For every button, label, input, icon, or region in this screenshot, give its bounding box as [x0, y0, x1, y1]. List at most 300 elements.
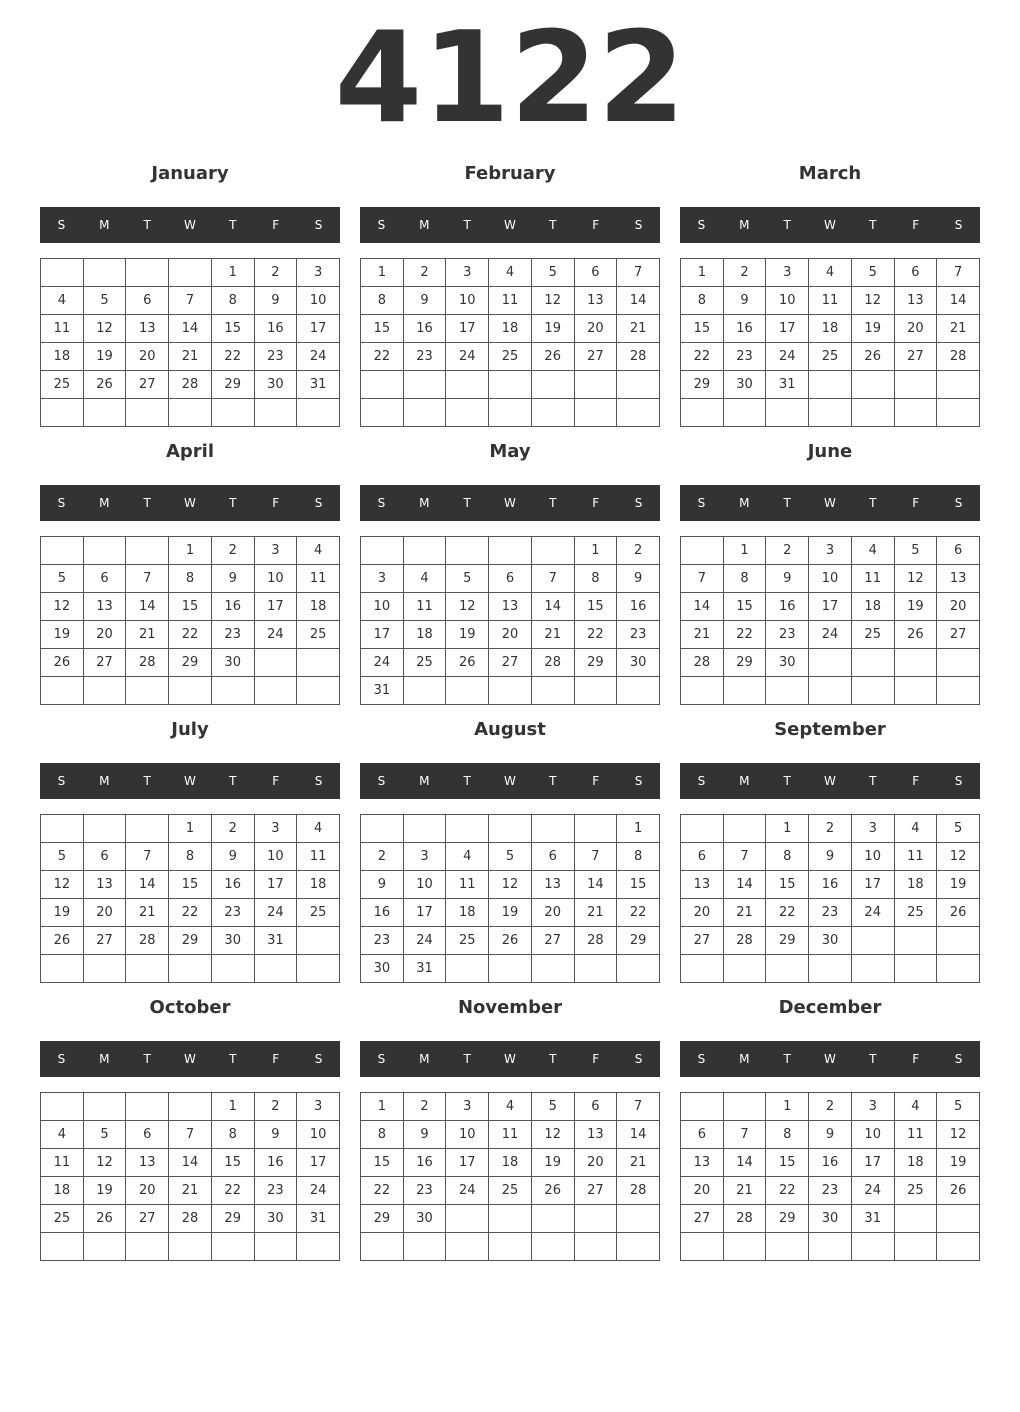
weekday-label: S	[954, 218, 963, 232]
day-cell: 27	[575, 343, 618, 371]
day-cell: 16	[361, 899, 404, 927]
day-cell: 18	[895, 1149, 938, 1177]
day-cell: 4	[446, 843, 489, 871]
weekday-label: S	[697, 1052, 706, 1066]
weekday-label: F	[592, 1052, 600, 1066]
month-name: December	[778, 997, 882, 1018]
empty-day-cell	[895, 955, 938, 983]
day-cell: 15	[575, 593, 618, 621]
empty-day-cell	[766, 1233, 809, 1261]
day-cell: 18	[489, 1149, 532, 1177]
day-cell: 25	[895, 1177, 938, 1205]
empty-day-cell	[361, 537, 404, 565]
day-cell: 16	[404, 315, 447, 343]
empty-day-cell	[532, 371, 575, 399]
day-cell: 25	[404, 649, 447, 677]
empty-day-cell	[446, 1233, 489, 1261]
day-cell: 20	[126, 343, 169, 371]
day-cell: 22	[681, 343, 724, 371]
day-cell: 26	[84, 371, 127, 399]
day-cell: 4	[852, 537, 895, 565]
day-cell: 8	[575, 565, 618, 593]
day-cell: 13	[489, 593, 532, 621]
empty-day-cell	[575, 955, 618, 983]
month-november	[360, 990, 660, 1268]
day-cell: 6	[489, 565, 532, 593]
day-cell: 26	[852, 343, 895, 371]
empty-day-cell	[681, 1093, 724, 1121]
day-cell: 19	[446, 621, 489, 649]
day-cell: 22	[169, 899, 212, 927]
day-cell: 19	[937, 871, 980, 899]
day-cell: 2	[361, 843, 404, 871]
day-cell: 31	[297, 371, 340, 399]
empty-day-cell	[446, 537, 489, 565]
day-cell: 25	[852, 621, 895, 649]
day-cell: 18	[297, 593, 340, 621]
empty-day-cell	[489, 1233, 532, 1261]
day-cell: 2	[212, 815, 255, 843]
day-cell: 19	[489, 899, 532, 927]
day-cell: 25	[809, 343, 852, 371]
day-cell: 24	[852, 899, 895, 927]
empty-day-cell	[895, 1233, 938, 1261]
month-name: August	[474, 719, 546, 740]
weekday-label: M	[419, 1052, 430, 1066]
day-cell: 25	[297, 899, 340, 927]
empty-day-cell	[297, 677, 340, 705]
weekday-label: F	[592, 218, 600, 232]
day-cell: 1	[361, 1093, 404, 1121]
empty-day-cell	[895, 649, 938, 677]
empty-day-cell	[766, 677, 809, 705]
day-cell: 4	[895, 1093, 938, 1121]
day-cell: 21	[724, 899, 767, 927]
day-cell: 28	[575, 927, 618, 955]
day-cell: 17	[297, 315, 340, 343]
day-cell: 22	[575, 621, 618, 649]
day-cell: 22	[212, 343, 255, 371]
empty-day-cell	[895, 677, 938, 705]
empty-day-cell	[532, 1233, 575, 1261]
day-cell: 1	[724, 537, 767, 565]
empty-day-cell	[809, 399, 852, 427]
day-cell: 2	[255, 259, 298, 287]
day-cell: 2	[766, 537, 809, 565]
empty-day-cell	[532, 815, 575, 843]
day-cell: 2	[809, 815, 852, 843]
weekday-label: M	[739, 1052, 750, 1066]
empty-day-cell	[126, 259, 169, 287]
day-cell: 8	[361, 287, 404, 315]
day-cell: 11	[404, 593, 447, 621]
day-cell: 7	[937, 259, 980, 287]
day-cell: 13	[575, 287, 618, 315]
weekday-label: W	[184, 774, 196, 788]
day-cell: 14	[681, 593, 724, 621]
empty-day-cell	[681, 1233, 724, 1261]
day-cell: 26	[41, 649, 84, 677]
empty-day-cell	[84, 259, 127, 287]
day-cell: 1	[169, 815, 212, 843]
empty-day-cell	[532, 1205, 575, 1233]
empty-day-cell	[255, 649, 298, 677]
empty-day-cell	[937, 399, 980, 427]
day-cell: 29	[575, 649, 618, 677]
day-cell: 6	[681, 843, 724, 871]
empty-day-cell	[681, 955, 724, 983]
weekday-label: F	[272, 1052, 280, 1066]
empty-day-cell	[84, 537, 127, 565]
weekday-label: F	[912, 1052, 920, 1066]
day-cell: 24	[297, 1177, 340, 1205]
month-name: April	[165, 441, 215, 462]
weekday-label: W	[184, 218, 196, 232]
day-cell: 30	[724, 371, 767, 399]
month-april	[40, 434, 340, 712]
day-cell: 24	[809, 621, 852, 649]
empty-day-cell	[489, 537, 532, 565]
empty-day-cell	[937, 677, 980, 705]
weekday-label: S	[57, 1052, 66, 1066]
day-cell: 31	[297, 1205, 340, 1233]
day-cell: 1	[361, 259, 404, 287]
day-cell: 16	[766, 593, 809, 621]
day-cell: 12	[937, 1121, 980, 1149]
day-cell: 15	[169, 593, 212, 621]
day-cell: 8	[212, 1121, 255, 1149]
day-cell: 24	[361, 649, 404, 677]
empty-day-cell	[852, 677, 895, 705]
day-cell: 15	[361, 315, 404, 343]
day-cell: 11	[297, 565, 340, 593]
day-cell: 26	[937, 1177, 980, 1205]
day-cell: 7	[169, 287, 212, 315]
weekday-label: S	[954, 774, 963, 788]
weekday-header	[680, 485, 980, 521]
day-cell: 28	[617, 1177, 660, 1205]
day-cell: 13	[84, 871, 127, 899]
day-cell: 6	[575, 1093, 618, 1121]
weekday-label: T	[463, 496, 471, 510]
day-cell: 25	[489, 1177, 532, 1205]
day-cell: 3	[766, 259, 809, 287]
empty-day-cell	[617, 1233, 660, 1261]
day-cell: 9	[361, 871, 404, 899]
month-name: May	[489, 441, 531, 462]
day-cell: 4	[297, 537, 340, 565]
empty-day-cell	[575, 815, 618, 843]
day-cell: 10	[852, 1121, 895, 1149]
day-cell: 24	[255, 899, 298, 927]
day-cell: 27	[84, 927, 127, 955]
day-cell: 10	[404, 871, 447, 899]
empty-day-cell	[297, 955, 340, 983]
weekday-header	[360, 485, 660, 521]
day-cell: 29	[681, 371, 724, 399]
day-cell: 17	[404, 899, 447, 927]
day-cell: 31	[766, 371, 809, 399]
weekday-label: S	[634, 496, 643, 510]
weekday-label: T	[869, 1052, 877, 1066]
day-cell: 20	[575, 315, 618, 343]
empty-day-cell	[809, 1233, 852, 1261]
day-cell: 4	[489, 1093, 532, 1121]
weekday-header	[40, 485, 340, 521]
day-cell: 6	[84, 565, 127, 593]
day-cell: 11	[41, 315, 84, 343]
empty-day-cell	[169, 1233, 212, 1261]
day-cell: 29	[169, 649, 212, 677]
empty-day-cell	[126, 1093, 169, 1121]
weekday-label: S	[377, 774, 386, 788]
day-cell: 5	[84, 287, 127, 315]
day-cell: 9	[724, 287, 767, 315]
day-cell: 18	[41, 1177, 84, 1205]
day-cell: 17	[361, 621, 404, 649]
weekday-label: W	[504, 774, 516, 788]
day-cell: 25	[446, 927, 489, 955]
day-cell: 27	[895, 343, 938, 371]
weekday-header	[680, 763, 980, 799]
day-cell: 10	[852, 843, 895, 871]
empty-day-cell	[681, 815, 724, 843]
empty-day-cell	[446, 815, 489, 843]
day-cell: 4	[404, 565, 447, 593]
weekday-label: T	[549, 1052, 557, 1066]
day-cell: 8	[361, 1121, 404, 1149]
empty-day-cell	[446, 1205, 489, 1233]
day-cell: 20	[681, 1177, 724, 1205]
day-cell: 27	[532, 927, 575, 955]
day-cell: 23	[617, 621, 660, 649]
day-cell: 15	[169, 871, 212, 899]
day-cell: 1	[212, 259, 255, 287]
empty-day-cell	[446, 677, 489, 705]
day-cell: 22	[361, 1177, 404, 1205]
day-cell: 26	[489, 927, 532, 955]
day-cell: 24	[255, 621, 298, 649]
day-cell: 23	[724, 343, 767, 371]
empty-day-cell	[41, 1233, 84, 1261]
empty-day-cell	[532, 399, 575, 427]
empty-day-cell	[489, 1205, 532, 1233]
day-cell: 13	[575, 1121, 618, 1149]
day-cell: 14	[617, 287, 660, 315]
day-cell: 16	[809, 1149, 852, 1177]
day-cell: 20	[489, 621, 532, 649]
day-cell: 10	[766, 287, 809, 315]
day-cell: 17	[446, 315, 489, 343]
empty-day-cell	[617, 371, 660, 399]
day-cell: 29	[766, 1205, 809, 1233]
day-cell: 7	[126, 843, 169, 871]
day-cell: 12	[532, 287, 575, 315]
day-cell: 30	[212, 927, 255, 955]
day-cell: 11	[41, 1149, 84, 1177]
weekday-label: M	[419, 774, 430, 788]
weekday-label: T	[229, 774, 237, 788]
weekday-label: S	[314, 218, 323, 232]
day-cell: 27	[937, 621, 980, 649]
empty-day-cell	[297, 399, 340, 427]
day-cell: 4	[41, 1121, 84, 1149]
empty-day-cell	[575, 1233, 618, 1261]
day-cell: 2	[617, 537, 660, 565]
month-february	[360, 156, 660, 434]
month-may	[360, 434, 660, 712]
empty-day-cell	[41, 399, 84, 427]
day-cell: 25	[297, 621, 340, 649]
month-name: November	[457, 997, 563, 1018]
weekday-label: S	[954, 496, 963, 510]
weekday-label: M	[419, 496, 430, 510]
empty-day-cell	[681, 677, 724, 705]
empty-day-cell	[84, 677, 127, 705]
day-cell: 19	[41, 621, 84, 649]
empty-day-cell	[489, 677, 532, 705]
empty-day-cell	[41, 815, 84, 843]
day-cell: 14	[575, 871, 618, 899]
weekday-label: S	[634, 774, 643, 788]
day-cell: 31	[852, 1205, 895, 1233]
day-cell: 29	[766, 927, 809, 955]
day-cell: 7	[724, 1121, 767, 1149]
empty-day-cell	[255, 399, 298, 427]
empty-day-cell	[532, 677, 575, 705]
weekday-label: W	[824, 774, 836, 788]
day-cell: 18	[895, 871, 938, 899]
empty-day-cell	[937, 649, 980, 677]
empty-day-cell	[126, 537, 169, 565]
day-cell: 29	[361, 1205, 404, 1233]
weekday-label: S	[377, 1052, 386, 1066]
empty-day-cell	[681, 399, 724, 427]
day-cell: 11	[489, 1121, 532, 1149]
day-cell: 14	[937, 287, 980, 315]
day-cell: 7	[126, 565, 169, 593]
day-cell: 19	[84, 343, 127, 371]
empty-day-cell	[126, 399, 169, 427]
day-cell: 5	[937, 1093, 980, 1121]
empty-day-cell	[852, 399, 895, 427]
empty-day-cell	[255, 955, 298, 983]
day-cell: 4	[41, 287, 84, 315]
empty-day-cell	[41, 955, 84, 983]
weekday-label: S	[697, 496, 706, 510]
day-cell: 9	[255, 1121, 298, 1149]
day-cell: 7	[617, 259, 660, 287]
month-name: March	[798, 163, 862, 184]
day-cell: 9	[766, 565, 809, 593]
empty-day-cell	[852, 927, 895, 955]
day-cell: 2	[404, 259, 447, 287]
day-cell: 16	[255, 1149, 298, 1177]
day-cell: 28	[126, 927, 169, 955]
day-cell: 28	[617, 343, 660, 371]
day-cell: 12	[532, 1121, 575, 1149]
day-cell: 5	[852, 259, 895, 287]
day-cell: 20	[681, 899, 724, 927]
day-cell: 9	[212, 843, 255, 871]
day-cell: 6	[126, 1121, 169, 1149]
weekday-label: S	[57, 496, 66, 510]
weekday-label: T	[869, 774, 877, 788]
day-cell: 18	[852, 593, 895, 621]
day-cell: 27	[681, 1205, 724, 1233]
day-cell: 21	[681, 621, 724, 649]
day-cell: 18	[809, 315, 852, 343]
empty-day-cell	[446, 371, 489, 399]
weekday-label: F	[592, 774, 600, 788]
day-cell: 26	[84, 1205, 127, 1233]
weekday-label: W	[184, 496, 196, 510]
day-cell: 15	[212, 315, 255, 343]
day-cell: 2	[212, 537, 255, 565]
day-cell: 6	[937, 537, 980, 565]
weekday-label: M	[99, 1052, 110, 1066]
day-cell: 30	[809, 1205, 852, 1233]
weekday-label: S	[634, 218, 643, 232]
empty-day-cell	[297, 649, 340, 677]
day-cell: 9	[617, 565, 660, 593]
weekday-label: F	[592, 496, 600, 510]
day-cell: 11	[297, 843, 340, 871]
day-cell: 11	[895, 1121, 938, 1149]
day-cell: 29	[212, 371, 255, 399]
weekday-label: T	[869, 218, 877, 232]
empty-day-cell	[489, 955, 532, 983]
empty-day-cell	[361, 1233, 404, 1261]
empty-day-cell	[169, 955, 212, 983]
day-cell: 8	[766, 843, 809, 871]
day-cell: 8	[681, 287, 724, 315]
empty-day-cell	[852, 649, 895, 677]
weekday-label: T	[229, 1052, 237, 1066]
weekday-label: M	[99, 496, 110, 510]
empty-day-cell	[852, 1233, 895, 1261]
day-cell: 28	[937, 343, 980, 371]
day-cell: 18	[297, 871, 340, 899]
empty-day-cell	[809, 955, 852, 983]
empty-day-cell	[212, 677, 255, 705]
day-cell: 3	[297, 1093, 340, 1121]
day-cell: 24	[404, 927, 447, 955]
empty-day-cell	[255, 1233, 298, 1261]
weekday-label: F	[272, 774, 280, 788]
day-cell: 12	[852, 287, 895, 315]
weekday-label: M	[419, 218, 430, 232]
day-grid	[680, 1092, 980, 1261]
empty-day-cell	[84, 815, 127, 843]
day-cell: 28	[681, 649, 724, 677]
day-cell: 22	[724, 621, 767, 649]
day-cell: 7	[532, 565, 575, 593]
day-cell: 23	[255, 343, 298, 371]
day-cell: 12	[84, 1149, 127, 1177]
day-cell: 16	[212, 871, 255, 899]
day-cell: 24	[297, 343, 340, 371]
day-cell: 11	[852, 565, 895, 593]
empty-day-cell	[895, 371, 938, 399]
empty-day-cell	[84, 399, 127, 427]
day-cell: 25	[41, 1205, 84, 1233]
day-grid	[360, 1092, 660, 1261]
day-cell: 21	[724, 1177, 767, 1205]
empty-day-cell	[895, 399, 938, 427]
day-cell: 3	[255, 537, 298, 565]
empty-day-cell	[41, 259, 84, 287]
